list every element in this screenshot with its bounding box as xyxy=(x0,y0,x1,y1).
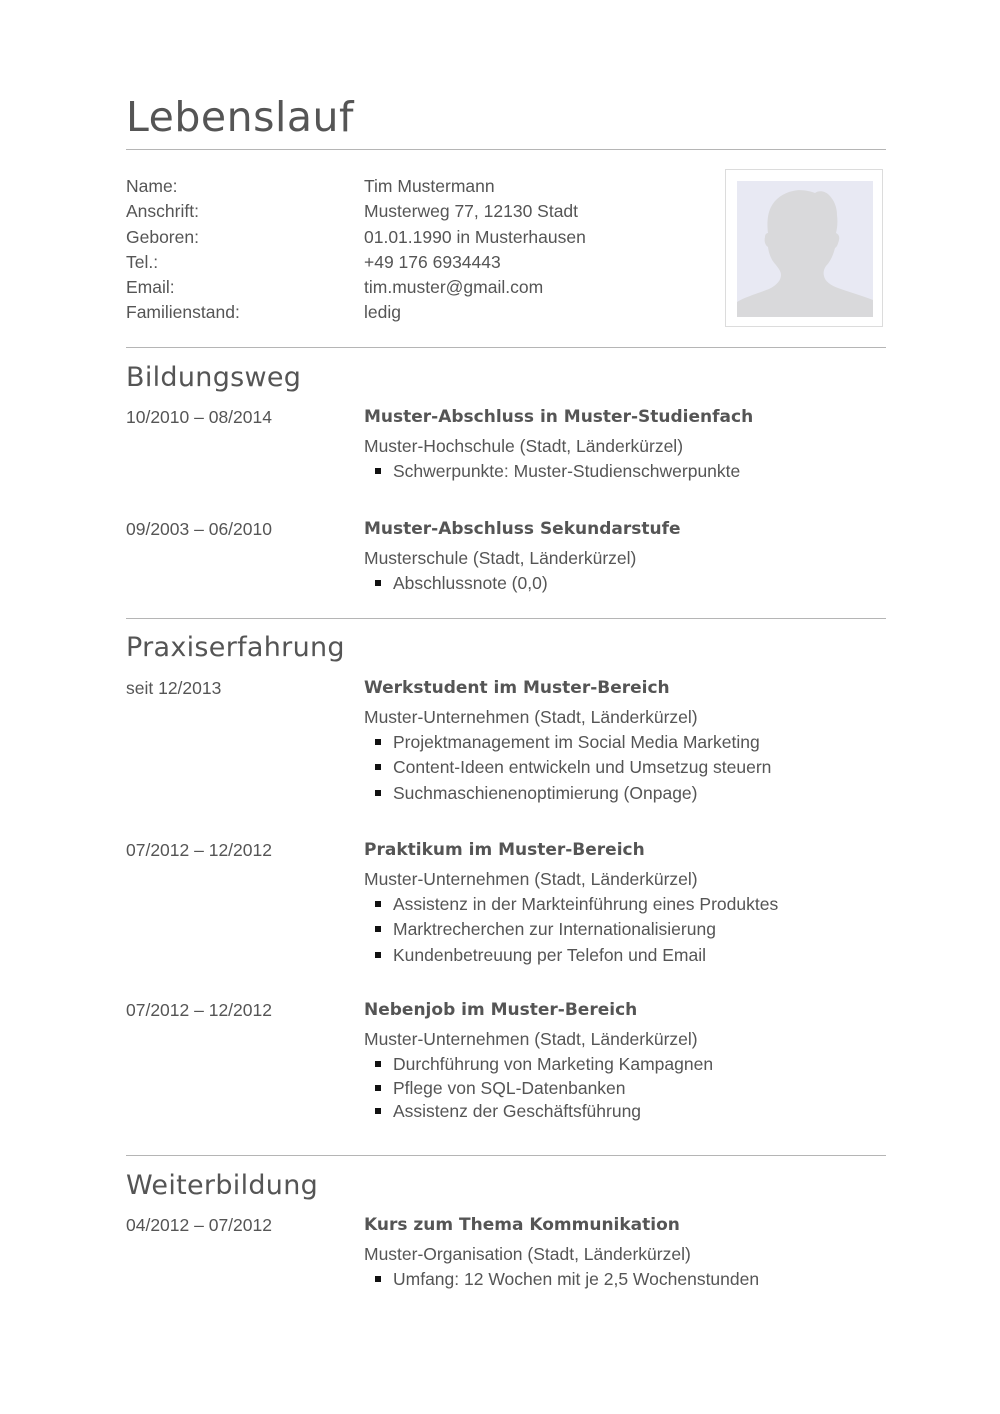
personal-row-address xyxy=(126,200,726,225)
field-label: Name: xyxy=(126,176,178,196)
entry-body xyxy=(364,999,884,1124)
profile-photo xyxy=(725,169,883,327)
list-item xyxy=(364,893,884,918)
entry-date: 04/2012 – 07/2012 xyxy=(126,1215,272,1235)
list-item xyxy=(364,756,884,781)
personal-row-birth xyxy=(126,226,726,251)
square-bullet-icon xyxy=(375,739,381,745)
square-bullet-icon xyxy=(375,926,381,932)
section-heading-training: Weiterbildung xyxy=(126,1170,319,1201)
resume-page xyxy=(126,0,886,1414)
square-bullet-icon xyxy=(375,1276,381,1282)
bullet-text: Abschlussnote (0,0) xyxy=(393,573,548,593)
entry-title: Praktikum im Muster-Bereich xyxy=(364,840,645,860)
square-bullet-icon xyxy=(375,901,381,907)
entry-organization: Muster-Organisation (Stadt, Länderkürzel) xyxy=(364,1244,691,1264)
square-bullet-icon xyxy=(375,468,381,474)
entry-date: 07/2012 – 12/2012 xyxy=(126,840,272,860)
list-item xyxy=(364,944,884,969)
divider xyxy=(126,618,886,619)
entry-bullet-list xyxy=(364,731,884,807)
field-label: Email: xyxy=(126,277,175,298)
bullet-text: Marktrecherchen zur Internationalisierung xyxy=(393,919,716,940)
field-value: Tim Mustermann xyxy=(364,176,495,196)
entry-bullet-list xyxy=(364,460,884,485)
list-item xyxy=(364,1077,884,1101)
entry-organization: Musterschule (Stadt, Länderkürzel) xyxy=(364,548,637,568)
list-item xyxy=(364,1053,884,1077)
list-item xyxy=(364,918,884,943)
entry-organization: Muster-Unternehmen (Stadt, Länderkürzel) xyxy=(364,1029,698,1049)
bullet-text: Content-Ideen entwickeln und Umsetzug steuern xyxy=(393,757,772,778)
bullet-text: Suchmaschienenoptimierung (Onpage) xyxy=(393,782,698,803)
entry-title: Muster-Abschluss in Muster-Studienfach xyxy=(364,407,754,427)
entry-title: Nebenjob im Muster-Bereich xyxy=(364,1000,638,1020)
entry-title: Werkstudent im Muster-Bereich xyxy=(364,678,670,698)
entry-body xyxy=(364,839,884,969)
bullet-text: Kundenbetreuung per Telefon und Email xyxy=(393,944,706,965)
page-title: Lebenslauf xyxy=(126,93,354,141)
entry-body xyxy=(364,518,884,597)
entry-bullet-list xyxy=(364,1268,884,1293)
divider xyxy=(126,149,886,150)
personal-row-email xyxy=(126,276,726,301)
divider xyxy=(126,347,886,348)
square-bullet-icon xyxy=(375,1085,381,1091)
entry-body xyxy=(364,406,884,485)
section-heading-education: Bildungsweg xyxy=(126,362,302,393)
square-bullet-icon xyxy=(375,764,381,770)
personal-row-marital-status xyxy=(126,301,726,326)
field-value: tim.muster@gmail.com xyxy=(364,277,544,298)
entry-date: 10/2010 – 08/2014 xyxy=(126,407,272,427)
bullet-text: Umfang: 12 Wochen mit je 2,5 Wochenstunden xyxy=(393,1269,760,1289)
entry-bullet-list xyxy=(364,572,884,597)
list-item xyxy=(364,1268,884,1293)
bullet-text: Durchführung von Marketing Kampagnen xyxy=(393,1054,714,1074)
entry-organization: Muster-Unternehmen (Stadt, Länderkürzel) xyxy=(364,707,698,727)
bullet-text: Assistenz in der Markteinführung eines Produktes xyxy=(393,894,779,914)
list-item xyxy=(364,460,884,485)
entry-title: Kurs zum Thema Kommunikation xyxy=(364,1215,680,1235)
entry-organization: Muster-Unternehmen (Stadt, Länderkürzel) xyxy=(364,869,698,889)
entry-title: Muster-Abschluss Sekundarstufe xyxy=(364,519,681,539)
entry-body xyxy=(364,1214,884,1293)
entry-bullet-list xyxy=(364,1053,884,1124)
entry-date: 07/2012 – 12/2012 xyxy=(126,1000,272,1020)
list-item xyxy=(364,1100,884,1124)
divider xyxy=(126,1155,886,1156)
entry-bullet-list xyxy=(364,893,884,969)
field-value: Musterweg 77, 12130 Stadt xyxy=(364,201,579,222)
photo-placeholder xyxy=(737,181,873,317)
square-bullet-icon xyxy=(375,952,381,958)
section-heading-experience: Praxiserfahrung xyxy=(126,632,345,663)
square-bullet-icon xyxy=(375,580,381,586)
entry-date: seit 12/2013 xyxy=(126,678,222,698)
entry-date: 09/2003 – 06/2010 xyxy=(126,519,272,539)
bullet-text: Assistenz der Geschäftsführung xyxy=(393,1101,642,1121)
bullet-text: Projektmanagement im Social Media Marketing xyxy=(393,732,760,752)
field-label: Anschrift: xyxy=(126,201,199,222)
field-value: +49 176 6934443 xyxy=(364,251,501,272)
personal-row-phone xyxy=(126,251,726,276)
list-item xyxy=(364,731,884,756)
square-bullet-icon xyxy=(375,1108,381,1114)
list-item xyxy=(364,782,884,807)
personal-details xyxy=(126,175,726,327)
entry-organization: Muster-Hochschule (Stadt, Länderkürzel) xyxy=(364,436,684,456)
list-item xyxy=(364,572,884,597)
person-silhouette-icon xyxy=(737,181,873,317)
field-value: ledig xyxy=(364,302,401,323)
field-value: 01.01.1990 in Musterhausen xyxy=(364,226,586,247)
field-label: Tel.: xyxy=(126,251,159,272)
field-label: Geboren: xyxy=(126,226,199,247)
entry-body xyxy=(364,677,884,807)
field-label: Familienstand: xyxy=(126,302,240,323)
personal-row-name xyxy=(126,175,726,200)
bullet-text: Schwerpunkte: Muster-Studienschwerpunkte xyxy=(393,461,741,481)
square-bullet-icon xyxy=(375,1061,381,1067)
square-bullet-icon xyxy=(375,790,381,796)
bullet-text: Pflege von SQL-Datenbanken xyxy=(393,1077,626,1098)
